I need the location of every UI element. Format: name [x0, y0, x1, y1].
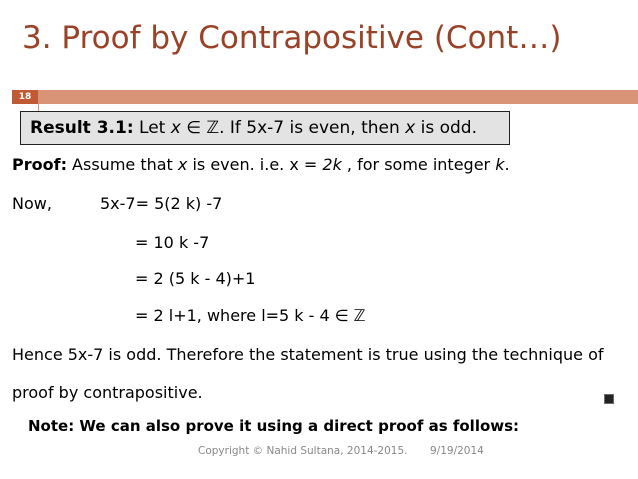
- conclusion-line: Hence 5x-7 is odd. Therefore the statement is true using the technique of: [12, 345, 604, 364]
- header-rule: [12, 90, 638, 104]
- now-label: Now,: [12, 194, 52, 213]
- result-label: Result 3.1:: [30, 118, 134, 138]
- equation-step: = 2 l+1, where l=5 k - 4 ∈ ℤ: [135, 306, 366, 325]
- equation-step: = 10 k -7: [135, 233, 210, 252]
- slide-title: 3. Proof by Contrapositive (Cont…): [22, 20, 562, 56]
- result-statement: Result 3.1: Let x ∈ ℤ. If 5x-7 is even, then x is odd.: [30, 118, 477, 138]
- slide-number: 18: [12, 90, 38, 104]
- equation-start: 5x-7= 5(2 k) -7: [100, 194, 223, 213]
- footer-copyright: Copyright © Nahid Sultana, 2014-2015.: [198, 445, 408, 457]
- note-text: Note: We can also prove it using a direct proof as follows:: [28, 417, 520, 435]
- proof-assumption: Proof: Assume that x is even. i.e. x = 2k , for some integer k.: [12, 155, 510, 174]
- qed-square-icon: [604, 394, 614, 404]
- proof-label: Proof:: [12, 155, 67, 174]
- footer-date: 9/19/2014: [430, 445, 484, 457]
- equation-step: = 2 (5 k - 4)+1: [135, 269, 256, 288]
- conclusion-line: proof by contrapositive.: [12, 383, 203, 402]
